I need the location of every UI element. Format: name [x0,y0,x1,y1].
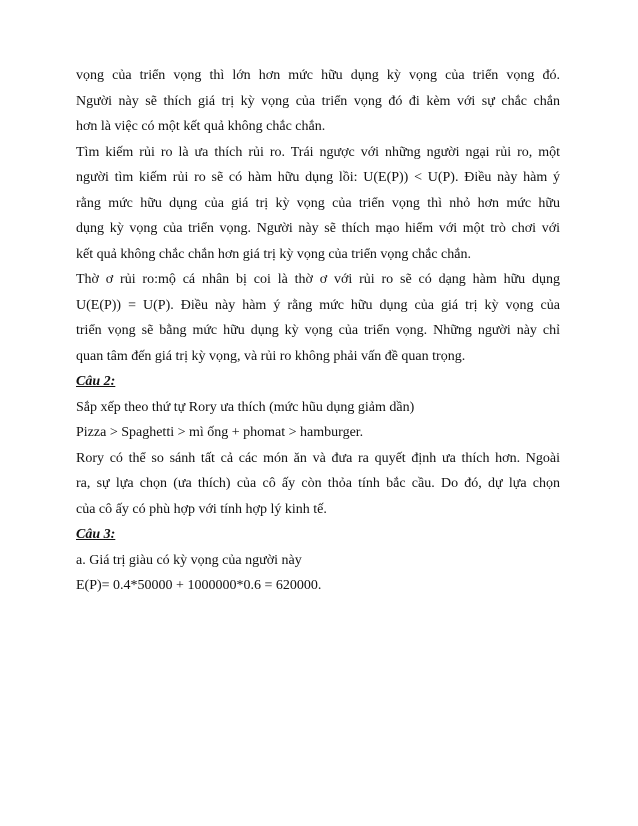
preference-ranking: Pizza > Spaghetti > mì ống + phomat > hamburger. [76,425,364,440]
text-line: Rory có thể so sánh tất cả các món ăn và đưa ra quyết định ưa thích hơn. Ngoài [76,450,560,466]
text-line: U(E(P)) = U(P). Điều này hàm ý rằng mức hữu dụng của giá trị kỳ vọng của [76,297,560,313]
question-3-item-a: a. Giá trị giàu có kỳ vọng của người này [76,552,302,568]
text-line: kết quả không chắc chắn hơn giá trị kỳ vọng của triển vọng chắc chắn. [76,246,471,262]
text-line: dụng kỳ vọng của triển vọng. Người này sẽ thích mạo hiểm với một trò chơi với [76,221,560,236]
paragraph-risk-averse-end [76,63,560,140]
text-line: vọng của triển vọng thì lớn hơn mức hữu dụng kỳ vọng của triển vọng đó. [76,68,560,83]
question-2-heading: Câu 2: [76,374,116,389]
text-line: quan tâm đến giá trị kỳ vọng, và rủi ro không phải vấn đề quan trọng. [76,348,466,364]
text-line: hơn là việc có một kết quả không chắc chắn. [76,119,326,134]
paragraph-risk-seeking [76,140,560,268]
document-body [76,63,560,599]
text-line: người tìm kiếm rủi ro sẽ có hàm hữu dụng lồi: U(E(P)) < U(P). Điều này hàm ý [76,170,560,185]
expected-value-formula: E(P)= 0.4*50000 + 1000000*0.6 = 620000. [76,578,322,593]
text-line: Thờ ơ rủi ro:mộ cá nhân bị coi là thờ ơ với rủi ro sẽ có dạng hàm hữu dụng [76,272,560,287]
text-line: Tìm kiếm rủi ro là ưa thích rủi ro. Trái ngược với những người ngại rủi ro, một [76,144,560,160]
text-line: triển vọng sẽ bằng mức hữu dụng kỳ vọng của triển vọng. Những người này chỉ [76,323,560,338]
text-line: Người này sẽ thích giá trị kỳ vọng của triển vọng đó đi kèm với sự chắc chắn [76,93,560,109]
question-3-heading: Câu 3: [76,527,116,542]
question-2-explanation [76,446,560,523]
question-2-intro: Sắp xếp theo thứ tự Rory ưa thích (mức hũu dụng giảm dần) [76,399,415,415]
text-line: của cô ấy có phù hợp với tính hợp lý kinh tế. [76,501,327,517]
text-line: ra, sự lựa chọn (ưa thích) của cô ấy còn thỏa tính bắc cầu. Do đó, dự lựa chọn [76,476,560,491]
text-line: rằng mức hữu dụng của giá trị kỳ vọng của triển vọng thì nhỏ hơn mức hữu [76,195,560,211]
paragraph-risk-neutral [76,267,560,369]
